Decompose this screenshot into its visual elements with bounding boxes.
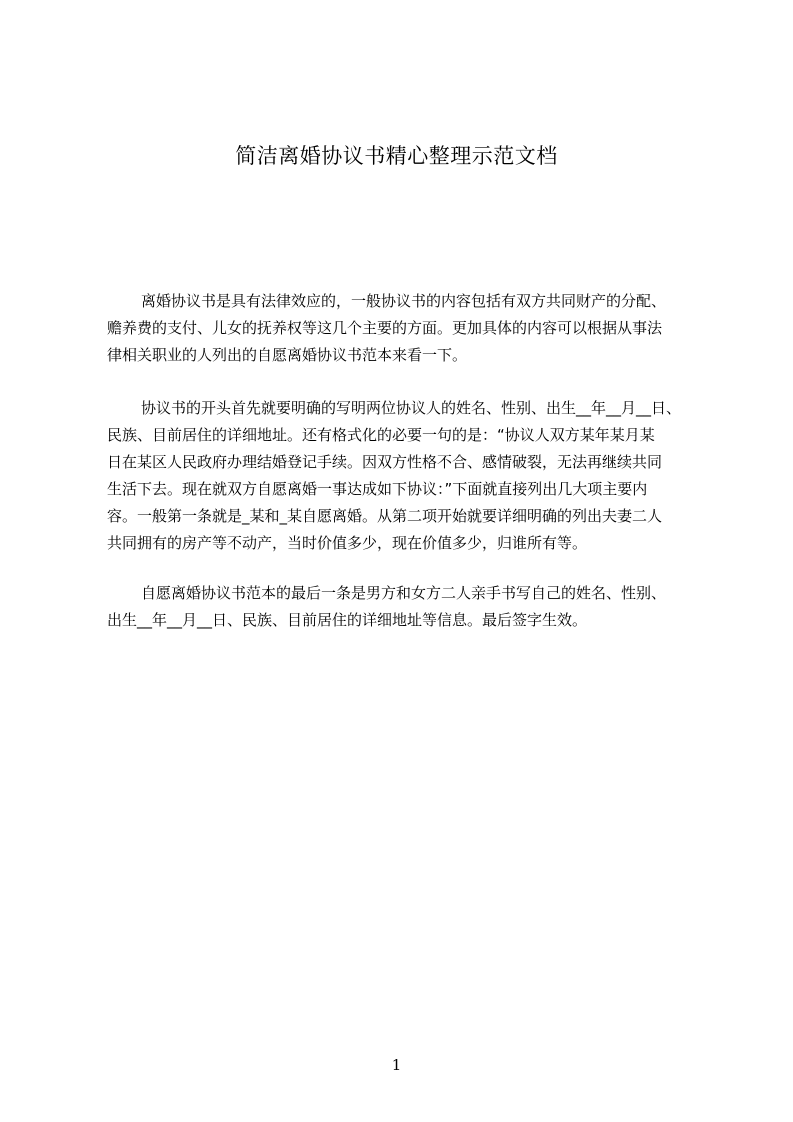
paragraph-line: 共同拥有的房产等不动产，当时价值多少，现在价值多少，归谁所有等。 [107, 534, 588, 552]
paragraph-line: 生活下去。现在就双方自愿离婚一事达成如下协议：”下面就直接列出几大项主要内 [107, 480, 648, 498]
paragraph-line: 日在某区人民政府办理结婚登记手续。因双方性格不合、感情破裂，无法再继续共同 [107, 453, 663, 471]
paragraph-line: 民族、目前居住的详细地址。还有格式化的必要一句的是：“协议人双方某年某月某 [107, 426, 655, 444]
paragraph-line: 离婚协议书是具有法律效应的，一般协议书的内容包括有双方共同财产的分配、 [141, 292, 667, 310]
paragraph-line: 赡养费的支付、儿女的抚养权等这几个主要的方面。更加具体的内容可以根据从事法 [107, 319, 663, 337]
paragraph-line: 容。一般第一条就是_某和_某自愿离婚。从第二项开始就要详细明确的列出夫妻二人 [107, 507, 663, 525]
page-number: 1 [391, 1056, 402, 1074]
paragraph-line: 协议书的开头首先就要明确的写明两位协议人的姓名、性别、出生__年__月__日、 [141, 399, 682, 417]
paragraph-line: 出生__年__月__日、民族、目前居住的详细地址等信息。最后签字生效。 [107, 611, 588, 629]
paragraph-line: 自愿离婚协议书范本的最后一条是男方和女方二人亲手书写自己的姓名、性别、 [141, 584, 667, 602]
paragraph-line: 律相关职业的人列出的自愿离婚协议书范本来看一下。 [107, 346, 468, 364]
document-title: 简洁离婚协议书精心整理示范文档 [235, 144, 558, 168]
